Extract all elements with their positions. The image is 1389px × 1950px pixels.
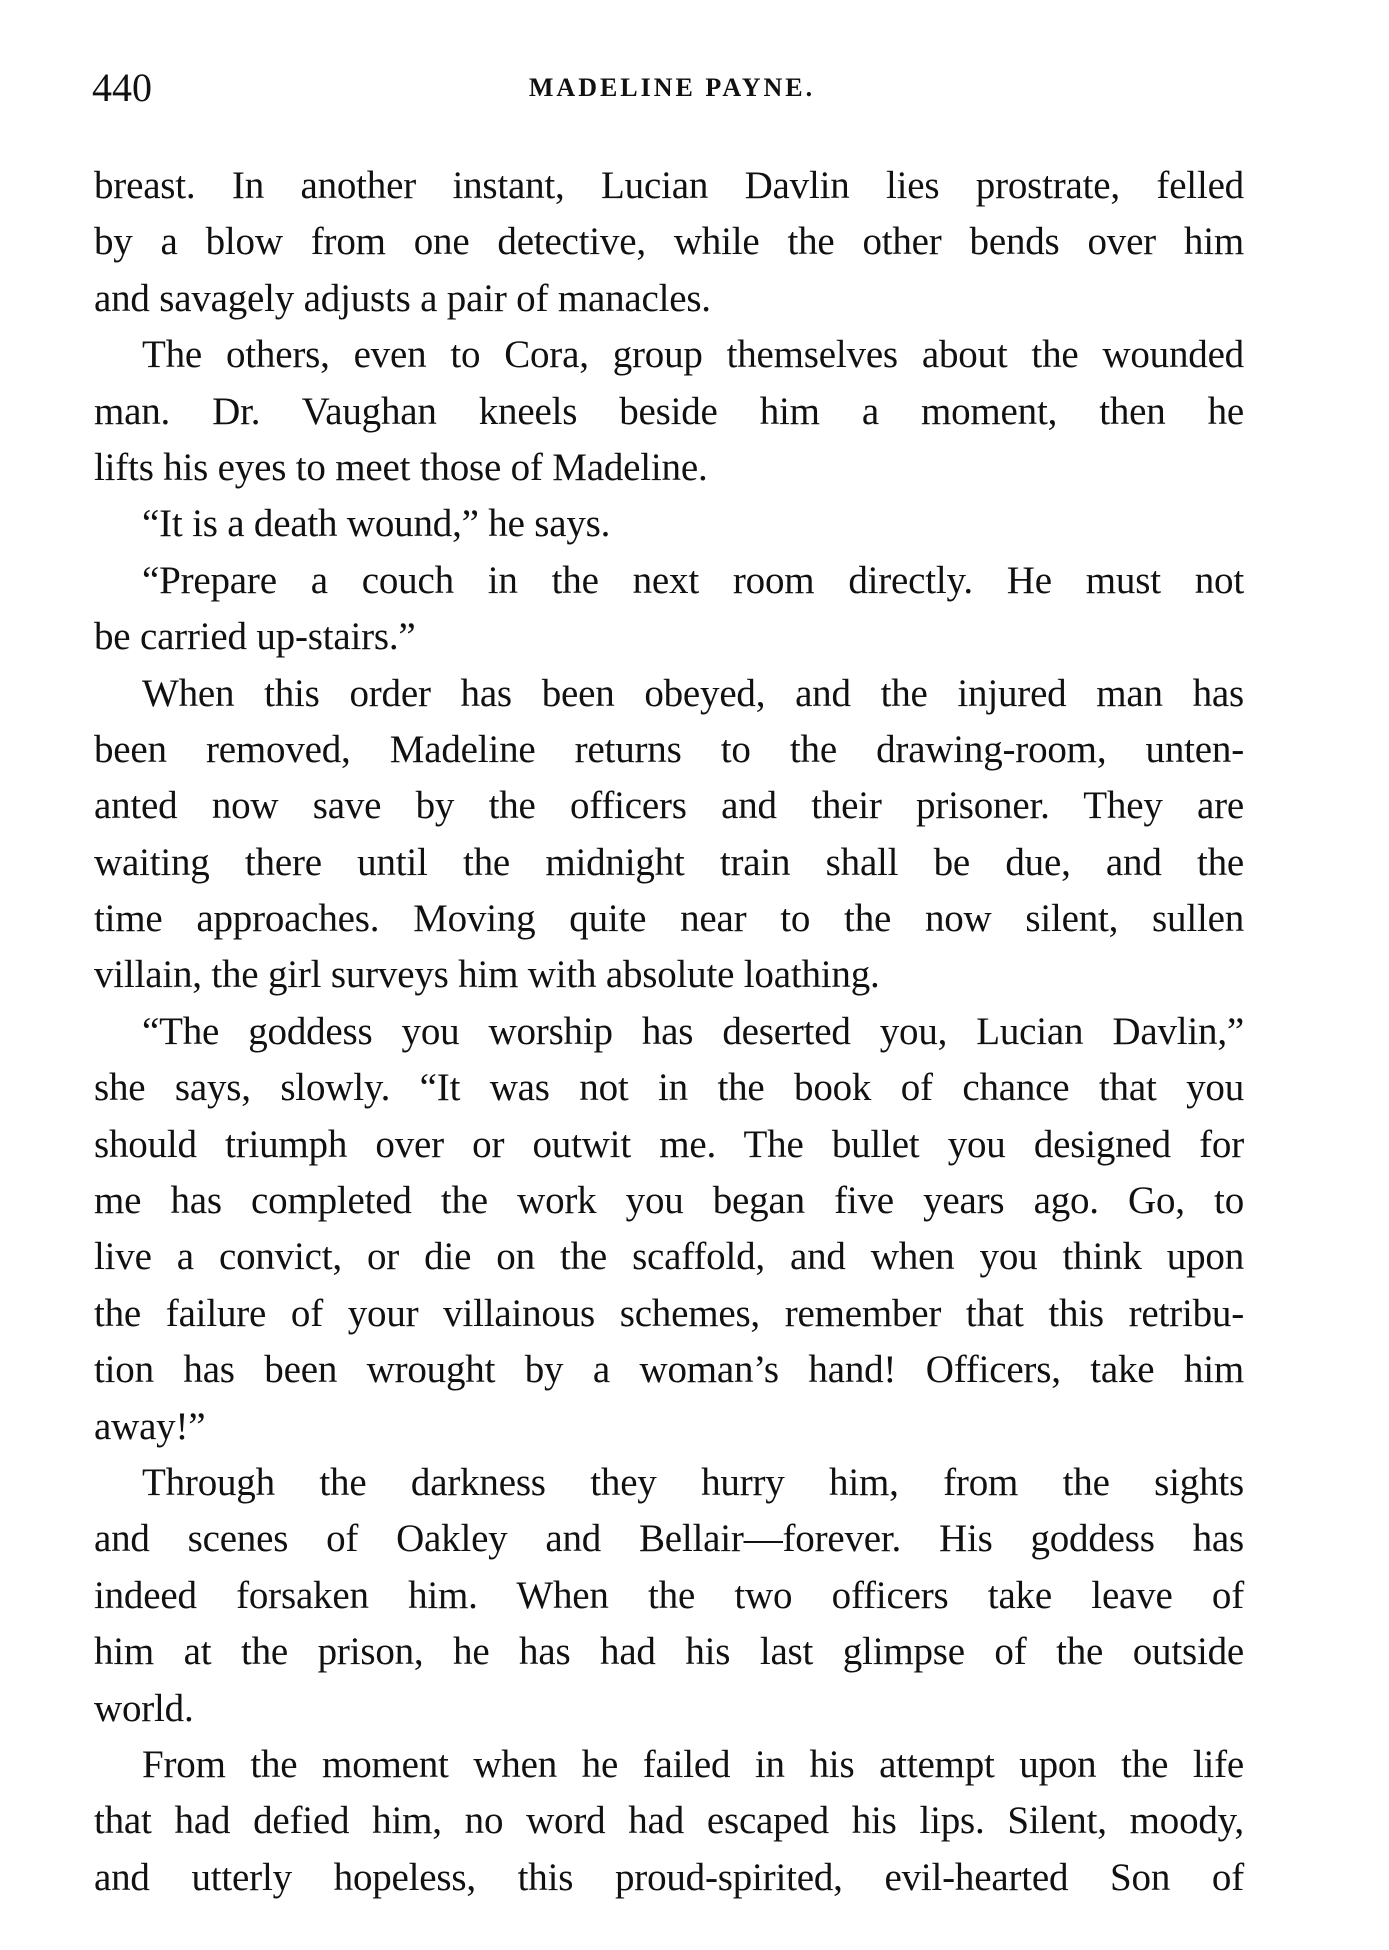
text-line: away!”	[94, 1404, 206, 1448]
text-line: and savagely adjusts a pair of manacles.	[94, 276, 711, 320]
text-line: by a blow from one detective, while the other bends over him	[94, 220, 1244, 264]
text-line: indeed forsaken him. When the two officers take leave of	[94, 1573, 1244, 1617]
text-line: should triumph over or outwit me. The bullet you designed for	[94, 1122, 1244, 1166]
text-line: The others, even to Cora, group themselves about the wounded	[142, 333, 1244, 377]
text-line: “Prepare a couch in the next room directly. He must not	[142, 558, 1244, 602]
text-line: tion has been wrought by a woman’s hand! Officers, take him	[94, 1348, 1244, 1392]
text-line: “The goddess you worship has deserted you, Lucian Davlin,”	[142, 1009, 1244, 1053]
text-line: she says, slowly. “It was not in the book of chance that you	[94, 1066, 1244, 1110]
text-line: him at the prison, he has had his last glimpse of the outside	[94, 1630, 1244, 1674]
text-line: “It is a death wound,” he says.	[142, 502, 611, 546]
text-line: been removed, Madeline returns to the drawing-room, unten-	[94, 727, 1244, 771]
text-line: be carried up-stairs.”	[94, 615, 416, 659]
text-line: and scenes of Oakley and Bellair—forever. His goddess has	[94, 1517, 1244, 1561]
body-text	[94, 158, 1244, 1906]
text-line: breast. In another instant, Lucian Davlin lies prostrate, felled	[94, 164, 1244, 207]
text-line: time approaches. Moving quite near to the now silent, sullen	[94, 897, 1244, 941]
running-head	[92, 58, 1252, 118]
text-line: villain, the girl surveys him with absolute loathing.	[94, 953, 880, 997]
text-line: the failure of your villainous schemes, remember that this retribu-	[94, 1291, 1244, 1335]
page-number: 440	[92, 65, 152, 110]
text-line: man. Dr. Vaughan kneels beside him a moment, then he	[94, 389, 1244, 433]
text-line: live a convict, or die on the scaffold, and when you think upon	[94, 1235, 1244, 1279]
text-line: that had defied him, no word had escaped his lips. Silent, moody,	[94, 1799, 1244, 1843]
text-line: anted now save by the officers and their prisoner. They are	[94, 784, 1244, 828]
text-line: waiting there until the midnight train shall be due, and the	[94, 840, 1244, 884]
running-title: MADELINE PAYNE.	[528, 73, 816, 102]
text-line: me has completed the work you began five years ago. Go, to	[94, 1179, 1244, 1223]
text-line: lifts his eyes to meet those of Madeline.	[94, 445, 708, 489]
text-line: From the moment when he failed in his attempt upon the life	[142, 1742, 1244, 1786]
text-line: and utterly hopeless, this proud-spirited, evil-hearted Son of	[94, 1855, 1244, 1899]
text-line: world.	[94, 1686, 194, 1730]
text-line: Through the darkness they hurry him, from the sights	[142, 1460, 1244, 1504]
text-line: When this order has been obeyed, and the injured man has	[142, 671, 1244, 715]
